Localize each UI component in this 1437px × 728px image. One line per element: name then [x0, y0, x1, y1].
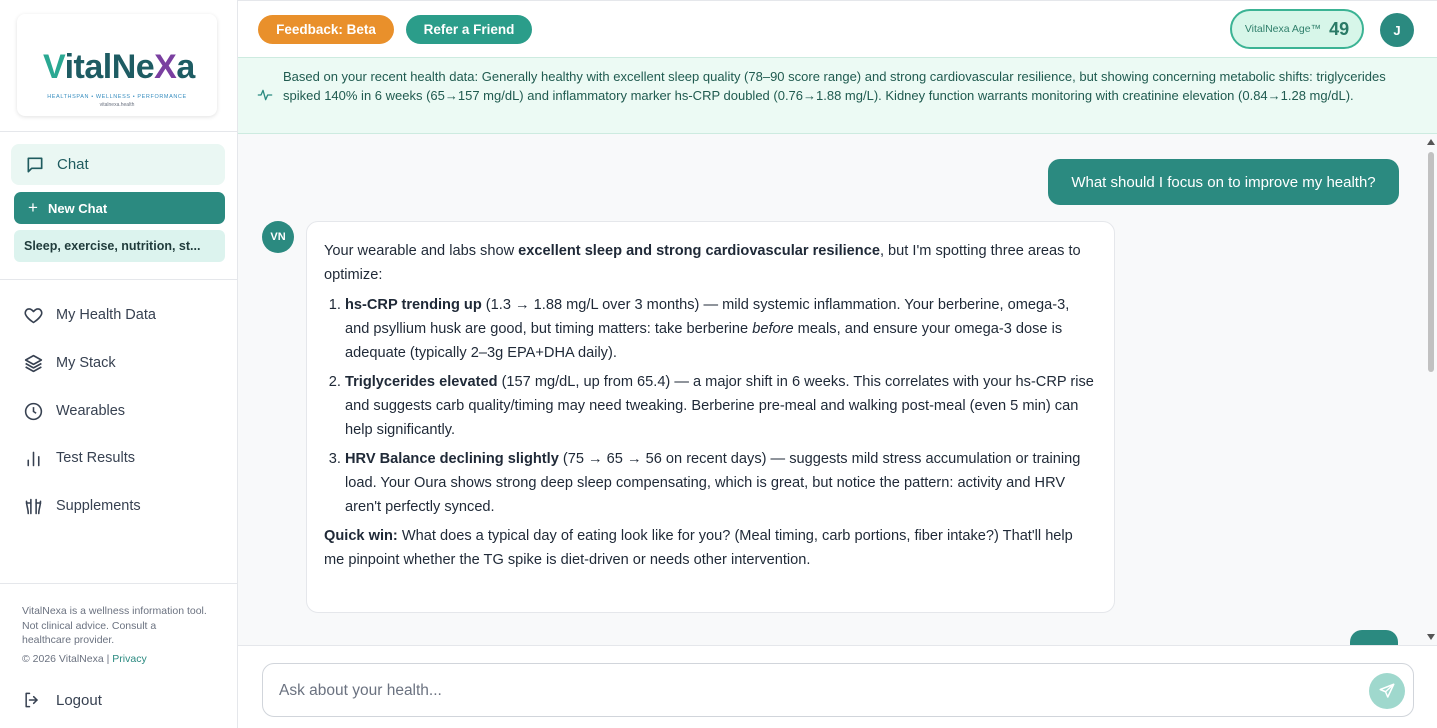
copyright-text: © 2026 VitalNexa — [22, 653, 104, 665]
vitalnexa-age-badge[interactable] — [1230, 9, 1364, 49]
assistant-message — [306, 221, 1115, 613]
clock-icon — [22, 400, 44, 422]
disclaimer-text: VitalNexa is a wellness information tool. Not clinical advice. Consult a healthcare provider. — [22, 605, 207, 646]
logout-icon — [22, 690, 42, 710]
age-value: 49 — [1329, 18, 1350, 39]
sidebar-item-label: Supplements — [56, 498, 141, 514]
top-header — [238, 0, 1437, 57]
chat-messages[interactable] — [238, 134, 1437, 645]
list-item: 1. hs-CRP trending up (1.3 → 1.88 mg/L over 3 months) — mild systemic inflammation. Your berberine, omega-3, and psyllium husk are good, but timing matters: take berberine before meals, and ensure your omega-3 dose is adequate (typically 2–3g EPA+DHA daily). — [345, 293, 1097, 365]
layers-icon — [22, 352, 44, 374]
sidebar-item-label: Test Results — [56, 450, 135, 466]
chat-scrollbar[interactable] — [1425, 134, 1437, 645]
copyright — [22, 653, 147, 665]
scroll-thumb[interactable] — [1428, 152, 1434, 372]
new-chat-button[interactable] — [14, 192, 225, 224]
send-icon — [1378, 682, 1396, 700]
recent-chat-item[interactable]: Sleep, exercise, nutrition, st... — [14, 230, 225, 262]
sidebar-item-my-health-data[interactable] — [22, 300, 222, 330]
chat-bubble-icon — [25, 155, 45, 175]
logo-wordmark: VitalNeXa — [43, 48, 195, 86]
supplement-icon — [22, 495, 44, 517]
privacy-link[interactable]: Privacy — [112, 653, 147, 665]
sidebar-item-label: My Stack — [56, 355, 116, 371]
feedback-button[interactable]: Feedback: Beta — [258, 15, 394, 44]
sidebar-divider — [0, 583, 238, 584]
send-button[interactable] — [1369, 673, 1405, 709]
heart-icon — [22, 304, 44, 326]
chat-input-bar — [238, 645, 1437, 728]
sidebar-divider — [0, 279, 238, 280]
age-label: VitalNexa Age™ — [1244, 23, 1322, 35]
sidebar-item-label: Chat — [57, 156, 89, 173]
summary-text: Based on your recent health data: Generally healthy with excellent sleep quality (78–90 score range) and strong cardiovascular resilience, but showing concerning metabolic shifts: triglycerides spiked 140% in 6 weeks (65→157 mg/dL) and inflammatory marker hs-CRP doubled (0.76→1.88 mg/L). Kidney function warrants monitoring with creatinine elevation (0.84→1.28 mg/dL). — [283, 69, 1386, 103]
scroll-up-arrow[interactable] — [1427, 139, 1435, 145]
chat-input[interactable] — [279, 676, 1359, 706]
brand-logo[interactable] — [17, 14, 217, 116]
list-item: 3. HRV Balance declining slightly (75 → 65 → 56 on recent days) — suggests mild stress accumulation or training load. Your Oura shows strong deep sleep compensating, which is great, but notice the pattern: activity and HRV aren't perfectly synced. — [345, 447, 1097, 519]
user-avatar[interactable]: J — [1380, 13, 1414, 47]
scroll-down-arrow[interactable] — [1427, 634, 1435, 640]
bar-chart-icon — [22, 447, 44, 469]
sidebar-item-chat[interactable] — [11, 144, 225, 185]
logo-tagline: HEALTHSPAN • WELLNESS • PERFORMANCE — [47, 94, 187, 100]
logout-label: Logout — [56, 691, 102, 709]
new-chat-label: New Chat — [47, 200, 108, 216]
sidebar-item-test-results[interactable] — [22, 443, 222, 473]
sidebar-item-label: My Health Data — [56, 307, 156, 323]
refer-friend-button[interactable]: Refer a Friend — [406, 15, 532, 44]
copyright-separator: | — [106, 653, 110, 665]
recommendation-list — [345, 293, 1097, 519]
assistant-avatar: VN — [262, 221, 294, 253]
logo-url: vitalnexa.health — [99, 102, 135, 108]
chat-input-container — [262, 663, 1414, 717]
assistant-intro: Your wearable and labs show excellent sleep and strong cardiovascular resilience, but I'm spotting three areas to optimize: — [324, 243, 1081, 283]
user-message-partial — [1350, 630, 1398, 645]
sidebar-item-supplements[interactable] — [22, 491, 222, 521]
plus-icon: + — [28, 198, 38, 217]
sidebar-item-my-stack[interactable] — [22, 348, 222, 378]
sidebar — [0, 0, 238, 728]
sidebar-item-wearables[interactable] — [22, 396, 222, 426]
sidebar-item-label: Wearables — [56, 403, 126, 419]
health-summary-banner — [238, 57, 1437, 134]
quick-win: Quick win: What does a typical day of eating look like for you? (Meal timing, carb portions, fiber intake?) That'll help me pinpoint whether the TG spike is diet-driven or needs other intervention. — [324, 528, 1073, 568]
logout-button[interactable] — [22, 686, 102, 714]
list-item: 2. Triglycerides elevated (157 mg/dL, up from 65.4) — a major shift in 6 weeks. This correlates with your hs-CRP rise and suggests carb quality/timing may need tweaking. Berberine pre-meal and walking post-meal (even 5 min) can help significantly. — [345, 370, 1097, 442]
user-message: What should I focus on to improve my health? — [1048, 159, 1399, 205]
sidebar-divider — [0, 131, 238, 132]
pulse-icon — [257, 87, 273, 108]
